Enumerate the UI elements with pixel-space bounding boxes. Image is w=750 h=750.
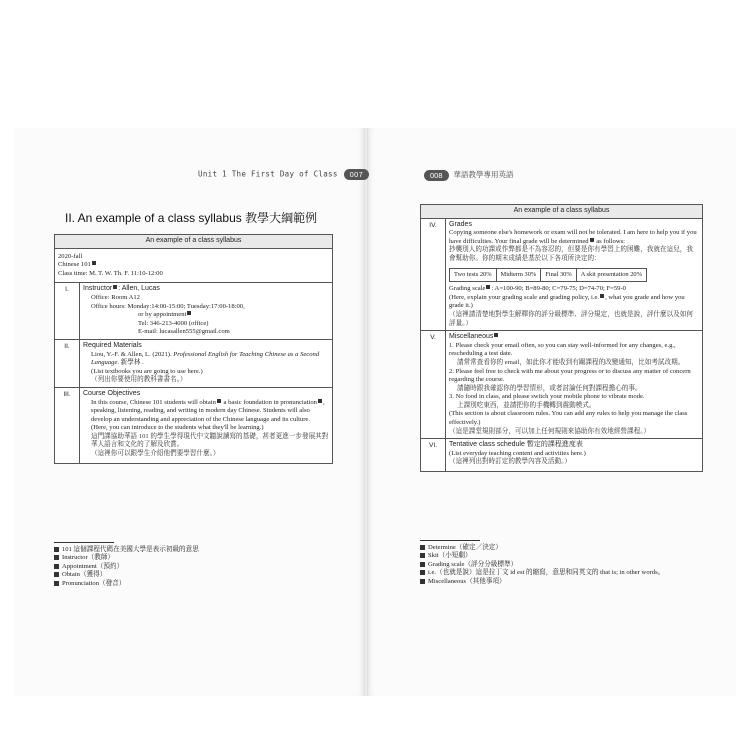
grade-components-table [449,268,647,283]
footnote-marker-icon [187,311,191,315]
footnote-marker-icon [600,294,604,298]
grades-note-en: (Here, explain your grading scale and grading policy, i.e. , what you grade and how you grade it.) [449,293,685,310]
materials-section [80,339,333,387]
right-footnotes [420,540,710,586]
materials-note-en: (List textbooks you are going to use here.) [91,367,203,375]
footnote-marker-icon [92,261,96,265]
objectives-heading: Course Objectives [83,389,141,397]
materials-heading: Required Materials [83,341,142,349]
right-page-number: 008 [424,170,449,181]
appointment-line: or by appointment [83,311,329,320]
footnote-marker-icon [54,555,59,560]
instructor-heading: Instructor : Allen, Lucas [83,285,160,293]
right-table-header: An example of a class syllabus [421,205,703,219]
footnote-marker-icon [420,562,425,567]
schedule-note-zh: （這裡列出對時訂定的教學內容及活動。） [449,458,571,466]
tel-line: Tel: 346-213-4000 (office) [138,319,209,327]
office-line: Office: Room A12 [91,293,140,301]
footnote-item: Appointment（預約） [54,563,334,571]
grades-body: Copying someone else's homework or exam will not be tolerated. I am here to help you if you have difficulties. Your final grade will be determined as follows: [449,229,697,245]
footnote-item: 101 這個課程代碼在美國大學是表示初級的意思 [54,546,334,554]
objectives-note-zh: （這裡你可以跟學生介紹他們要學習什麼。） [91,450,220,458]
misc-heading: Miscellaneous [449,333,699,342]
footnote-marker-icon [54,572,59,577]
footnote-marker-icon [494,333,498,337]
office-hours-line: Office hours: Monday:14:00-15:00; Tuesday:17:00-18:00, [91,302,245,310]
grade-component: Midterm 30% [496,268,541,282]
misc-item-zh: 請常常查看你的 email，如此你才能收到有關課程的改變通知，比如考試改期。 [457,358,685,366]
footnote-item: Pronunciation（發音） [54,580,334,588]
footnote-item: Skit（小短劇） [420,552,710,560]
right-syllabus-table [420,204,703,472]
course-term: 2020-fall [58,252,83,260]
email-line: E-mail: lucasallen555@gmail.com [138,328,230,336]
misc-note-en: (This section is about classroom rules. You can add any rules to help you manage the class effectively.) [449,410,688,427]
objectives-body: In this course, Chinese 101 students will obtain a basic foundation in pronunciation , speaking, listening, reading, and writing in modern day Chinese. Students will also develop an understanding and appreciation of the Chinese language and its culture. [91,398,325,423]
left-header-text: Unit 1 The First Day of Class [198,169,338,179]
grades-heading: Grades [449,220,472,228]
grading-scale: Grading scale : A=100-90; B=89-80; C=79-75; D=74-70; F=59-0 [449,285,626,293]
course-info [55,248,333,283]
materials-reference: Liou, Y.-F. & Allen, L. (2021). Professional English for Teaching Chinese as a Second Language. 新學林 . [91,350,320,367]
grades-section [446,218,703,331]
footnote-marker-icon [486,285,490,289]
section-number: IV. [421,218,446,331]
footnote-marker-icon [54,564,59,569]
footnote-marker-icon [54,547,59,552]
schedule-heading: Tentative class schedule 暫定的課程進度表 [449,441,583,449]
left-running-header [198,169,369,180]
schedule-note-en: (List everyday teaching content and activities here.) [449,449,586,457]
misc-item-zh: 請隨時跟我確認你的學習情形，或者討論任何對課程擔心的事。 [457,384,642,392]
misc-item-en: 1. Please check your email often, so you can stay well-informed for any changes, e.g., rescheduling a test date. [449,341,676,358]
section-number: I. [55,283,80,340]
schedule-section [446,439,703,472]
section-number: VI. [421,439,446,472]
misc-item-en: 3. No food in class, and please switch your mobile phone to vibrate mode. [449,393,645,401]
objectives-note-en: (Here, you can introduce to the students what they'll be learning.) [91,424,264,432]
misc-item-en: 2. Please feel free to check with me about your progress or to discuss any matter of concern regarding the course. [449,367,691,384]
footnote-item: Grading scale（評分分級標準） [420,561,710,569]
footnote-marker-icon [420,579,425,584]
footnote-item: Obtain（獲得） [54,571,334,579]
footnote-item: Instructor（教師） [54,554,334,562]
footnote-marker-icon [590,238,594,242]
left-table-header: An example of a class syllabus [55,235,333,249]
course-code: Chinese 101 [58,261,329,270]
footnote-item: i.e.（也就是說）這是拉丁文 id est 的縮寫，意思和同英文的 that is; in other words。 [420,569,710,577]
footnote-marker-icon [318,399,322,403]
footnote-marker-icon [113,285,117,289]
grade-component: Two tests 20% [450,268,497,282]
section-number: II. [55,339,80,387]
footnote-marker-icon [217,399,221,403]
grade-component: Final 30% [541,268,576,282]
footnote-rule [420,540,480,541]
footnote-marker-icon [420,553,425,558]
section-number: V. [421,331,446,439]
book-spine [364,128,368,696]
footnote-marker-icon [420,545,425,550]
section-title: II. An example of a class syllabus 教學大綱範例 [65,211,318,225]
left-syllabus-table [54,234,333,464]
left-footnotes [54,542,334,588]
right-running-header [424,169,514,181]
footnote-marker-icon [420,570,425,575]
grades-zh: 抄襲別人的功課或作弊都是不為容忍的，但要是你有學習上的困難，我就在這兒，我會幫助你。你的期末成績是基於以下各項所決定的： [449,246,693,262]
section-number: III. [55,387,80,463]
footnote-item: Determine（確定／決定） [420,544,710,552]
misc-item-zh: 上課別吃東西，並請把你的手機轉到震動模式。 [457,401,596,409]
instructor-section [80,283,333,340]
class-time: Class time: M. T. W. Th. F. 11:10-12:00 [58,269,163,277]
footnote-rule [54,542,114,543]
materials-note-zh: （列出你要使用的教科書書名。） [91,376,187,384]
left-page-number: 007 [344,169,369,180]
grades-note-zh: （這裡請清楚地對學生解釋你的評分級標準、評分規定，也就是說，評什麼以及如何評量。） [449,310,693,327]
footnote-item: Miscellaneous（其他事項） [420,578,710,586]
footnote-marker-icon [54,581,59,586]
objectives-zh: 這門課協助華語 101 的學生學得現代中文聽說讀寫的基礎，甚者更進一步發展其對華人語言和文化的了解及欣賞。 [91,432,329,449]
misc-note-zh: （這是課堂規則部分，可以加上任何規則來協助你有效地經營課程。） [449,427,651,435]
right-header-text: 華語教學專用英語 [453,170,514,179]
objectives-section [80,387,333,463]
grade-component: A skit presentation 20% [576,268,646,282]
misc-section [446,331,703,439]
